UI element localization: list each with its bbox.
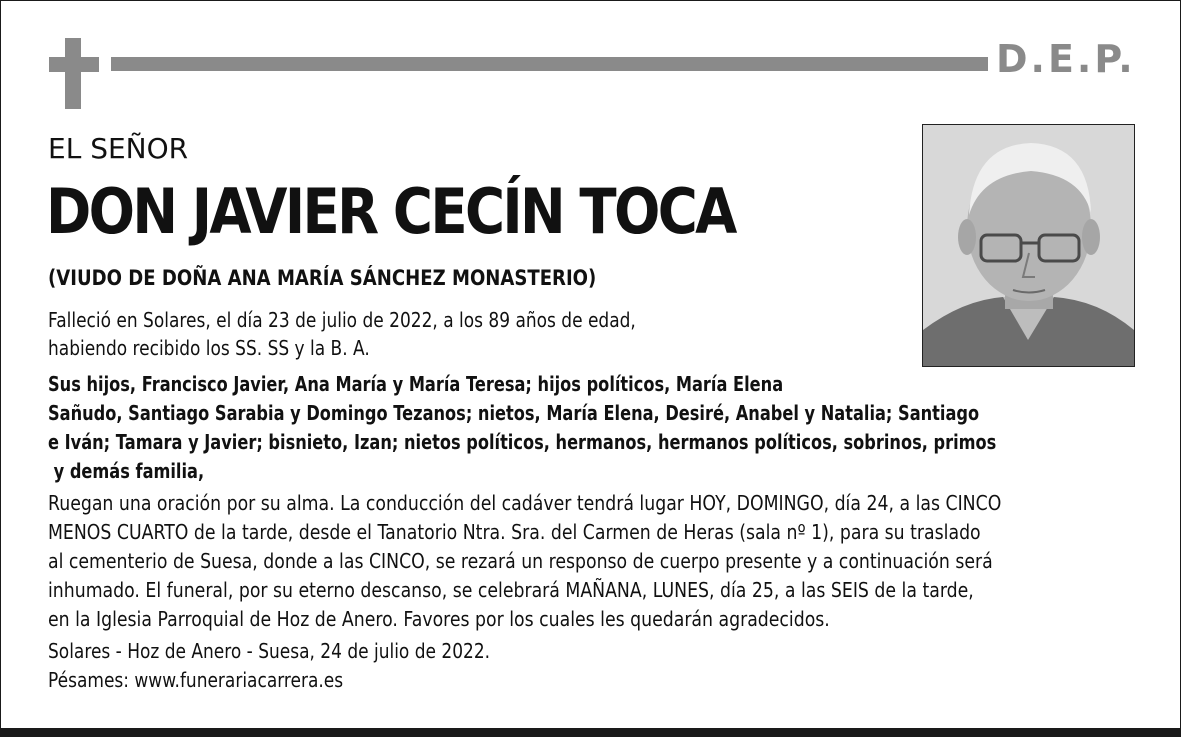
honorific: EL SEÑOR <box>48 132 189 165</box>
cross-icon-vertical <box>65 38 81 109</box>
funeral-details-line: al cementerio de Suesa, donde a las CINCO, se rezará un responso de cuerpo presente y a continuación será <box>48 549 993 573</box>
header-rule <box>111 57 988 71</box>
portrait-photo <box>922 124 1135 367</box>
funeral-details-line: en la Iglesia Parroquial de Hoz de Anero. Favores por los cuales les quedarán agradecidos. <box>48 607 830 631</box>
family-line: y demás familia, <box>48 459 205 483</box>
portrait-image <box>923 125 1134 366</box>
widower-subtitle: (VIUDO DE DOÑA ANA MARÍA SÁNCHEZ MONASTERIO) <box>48 266 597 290</box>
family-line: Sus hijos, Francisco Javier, Ana María y María Teresa; hijos políticos, María Elena <box>48 372 784 396</box>
cross-icon-horizontal <box>49 57 99 72</box>
dep-label: D.E.P. <box>996 37 1136 81</box>
death-notice-line: habiendo recibido los SS. SS y la B. A. <box>48 336 370 360</box>
family-line: e Iván; Tamara y Javier; bisnieto, Izan; nietos políticos, hermanos, hermanos políticos, sobrinos, primos <box>48 430 997 454</box>
death-notice <box>48 306 636 362</box>
death-notice-line: Falleció en Solares, el día 23 de julio de 2022, a los 89 años de edad, <box>48 308 636 332</box>
funeral-details-line: MENOS CUARTO de la tarde, desde el Tanatorio Ntra. Sra. del Carmen de Heras (sala nº 1), para su traslado <box>48 520 981 544</box>
funeral-details-line: inhumado. El funeral, por su eterno descanso, se celebrará MAÑANA, LUNES, día 25, a las SEIS de la tarde, <box>48 578 974 602</box>
footer <box>48 637 490 695</box>
condolences-link[interactable]: Pésames: www.funerariacarrera.es <box>48 668 344 692</box>
place-date: Solares - Hoz de Anero - Suesa, 24 de julio de 2022. <box>48 639 491 663</box>
funeral-details-line: Ruegan una oración por su alma. La conducción del cadáver tendrá lugar HOY, DOMINGO, día 24, a las CINCO <box>48 491 1002 515</box>
deceased-name: DON JAVIER CECÍN TOCA <box>46 175 735 248</box>
funeral-details <box>48 489 1001 634</box>
family-line: Sañudo, Santiago Sarabia y Domingo Tezanos; nietos, María Elena, Desiré, Anabel y Natalia; Santiago <box>48 401 980 425</box>
family-list <box>48 370 996 486</box>
